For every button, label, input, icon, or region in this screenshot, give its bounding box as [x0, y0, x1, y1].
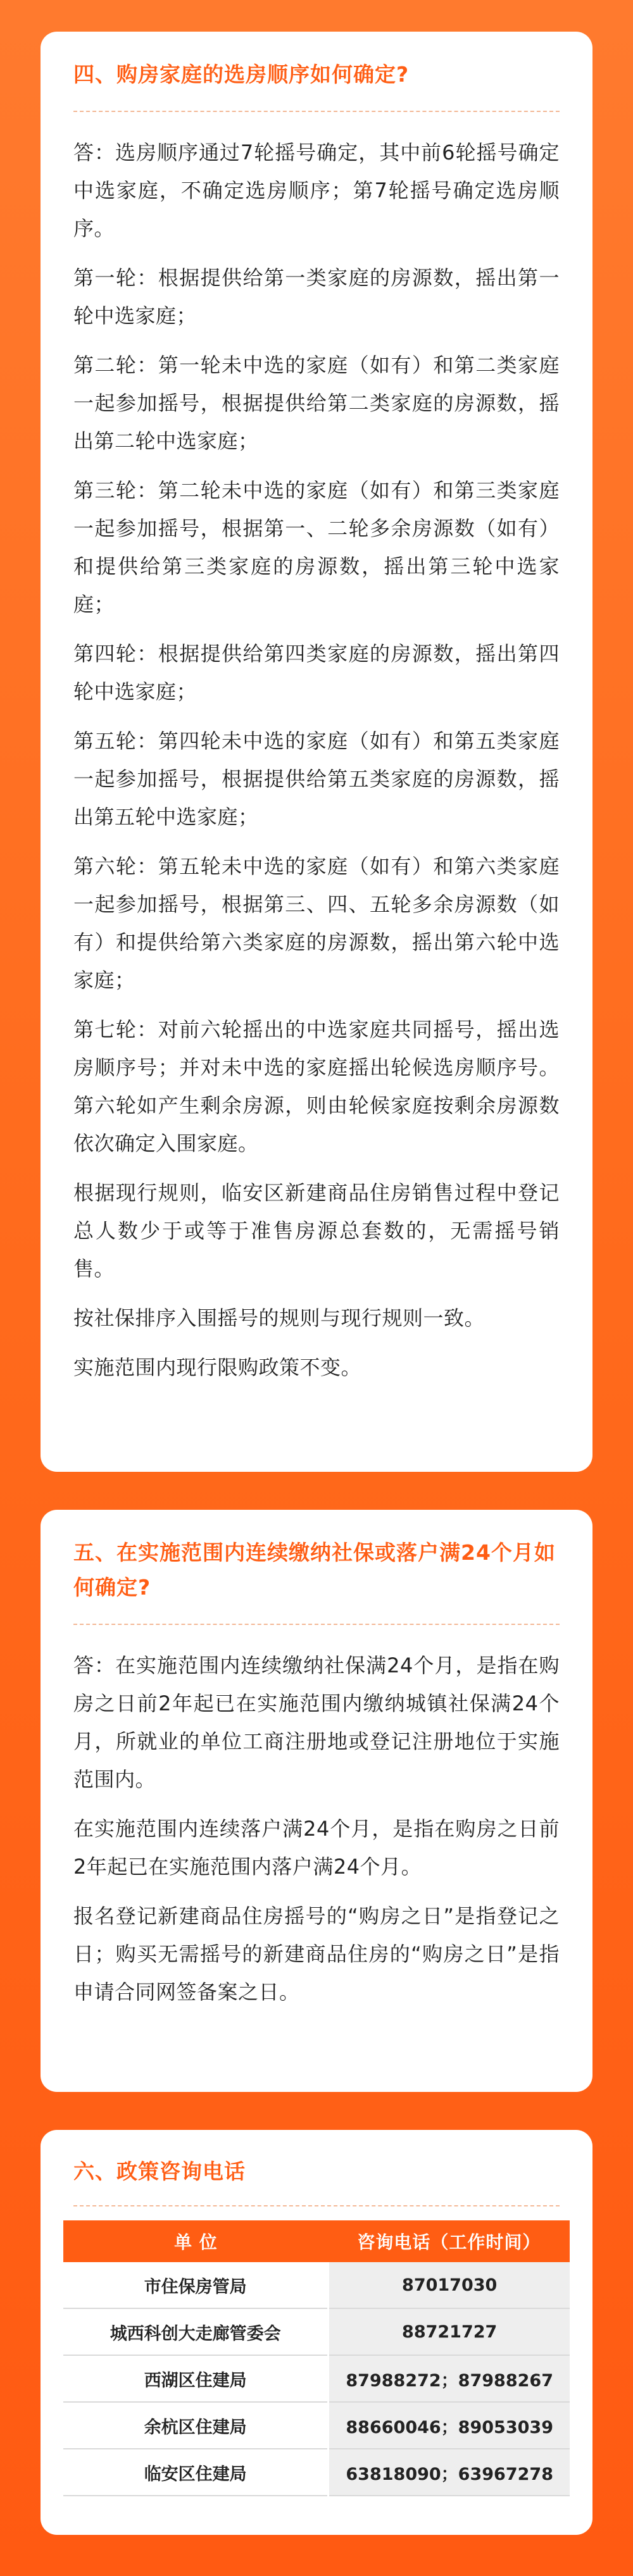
section-title: 六、政策咨询电话 — [73, 2159, 246, 2184]
section-card-social-security — [41, 1510, 592, 2092]
hotline-table — [63, 2220, 570, 2496]
column-header-unit: 单 位 — [63, 2220, 329, 2262]
table-row — [63, 2355, 570, 2402]
unit-cell: 城西科创大走廊管委会 — [63, 2308, 329, 2355]
unit-cell: 余杭区住建局 — [63, 2402, 329, 2449]
phone-cell: 88660046；89053039 — [329, 2402, 570, 2449]
paragraph: 第一轮：根据提供给第一类家庭的房源数，摇出第一轮中选家庭； — [73, 266, 560, 328]
table-row — [63, 2402, 570, 2449]
paragraph: 第二轮：第一轮未中选的家庭（如有）和第二类家庭一起参加摇号，根据提供给第二类家庭的房源数，摇出第二轮中选家庭； — [73, 353, 560, 453]
paragraph: 第三轮：第二轮未中选的家庭（如有）和第三类家庭一起参加摇号，根据第一、二轮多余房源数（如有）和提供给第三类家庭的房源数，摇出第三轮中选家庭； — [73, 478, 560, 616]
table-row — [63, 2308, 570, 2355]
column-header-phone: 咨询电话（工作时间） — [329, 2220, 570, 2262]
unit-cell: 西湖区住建局 — [63, 2355, 329, 2402]
dashed-divider — [73, 1624, 560, 1625]
paragraph: 在实施范围内连续落户满24个月，是指在购房之日前2年起已在实施范围内落户满24个月。 — [73, 1817, 560, 1879]
section-card-hotline — [41, 2130, 592, 2535]
table-row — [63, 2262, 570, 2308]
paragraph: 答：在实施范围内连续缴纳社保满24个月，是指在购房之日前2年起已在实施范围内缴纳城镇社保满24个月，所就业的单位工商注册地或登记注册地位于实施范围内。 — [73, 1653, 560, 1791]
phone-cell: 63818090；63967278 — [329, 2449, 570, 2496]
paragraph: 第六轮：第五轮未中选的家庭（如有）和第六类家庭一起参加摇号，根据第三、四、五轮多余房源数（如有）和提供给第六类家庭的房源数，摇出第六轮中选家庭； — [73, 854, 560, 992]
phone-cell: 88721727 — [329, 2308, 570, 2355]
table-header-row — [63, 2220, 570, 2262]
table-row — [63, 2449, 570, 2496]
phone-cell: 87988272；87988267 — [329, 2355, 570, 2402]
phone-cell: 87017030 — [329, 2262, 570, 2308]
paragraph: 根据现行规则，临安区新建商品住房销售过程中登记总人数少于或等于准售房源总套数的，无需摇号销售。 — [73, 1181, 560, 1281]
unit-cell: 临安区住建局 — [63, 2449, 329, 2496]
paragraph: 按社保排序入围摇号的规则与现行规则一致。 — [73, 1306, 486, 1330]
unit-cell: 市住保房管局 — [63, 2262, 329, 2308]
paragraph: 答：选房顺序通过7轮摇号确定，其中前6轮摇号确定中选家庭，不确定选房顺序；第7轮摇号确定选房顺序。 — [73, 140, 560, 240]
dashed-divider — [73, 2205, 560, 2206]
paragraph: 第四轮：根据提供给第四类家庭的房源数，摇出第四轮中选家庭； — [73, 642, 560, 704]
dashed-divider — [73, 111, 560, 112]
paragraph: 第七轮：对前六轮摇出的中选家庭共同摇号，摇出选房顺序号；并对未中选的家庭摇出轮候选房顺序号。第六轮如产生剩余房源，则由轮候家庭按剩余房源数依次确定入围家庭。 — [73, 1017, 560, 1155]
paragraph: 第五轮：第四轮未中选的家庭（如有）和第五类家庭一起参加摇号，根据提供给第五类家庭的房源数，摇出第五轮中选家庭； — [73, 729, 560, 829]
paragraph: 实施范围内现行限购政策不变。 — [73, 1355, 362, 1379]
section-title: 五、在实施范围内连续缴纳社保或落户满24个月如何确定? — [73, 1540, 556, 1600]
section-title: 四、购房家庭的选房顺序如何确定? — [73, 62, 410, 87]
section-card-lottery-order — [41, 32, 592, 1472]
paragraph: 报名登记新建商品住房摇号的“购房之日”是指登记之日；购买无需摇号的新建商品住房的“购房之日”是指申请合同网签备案之日。 — [73, 1904, 560, 2004]
